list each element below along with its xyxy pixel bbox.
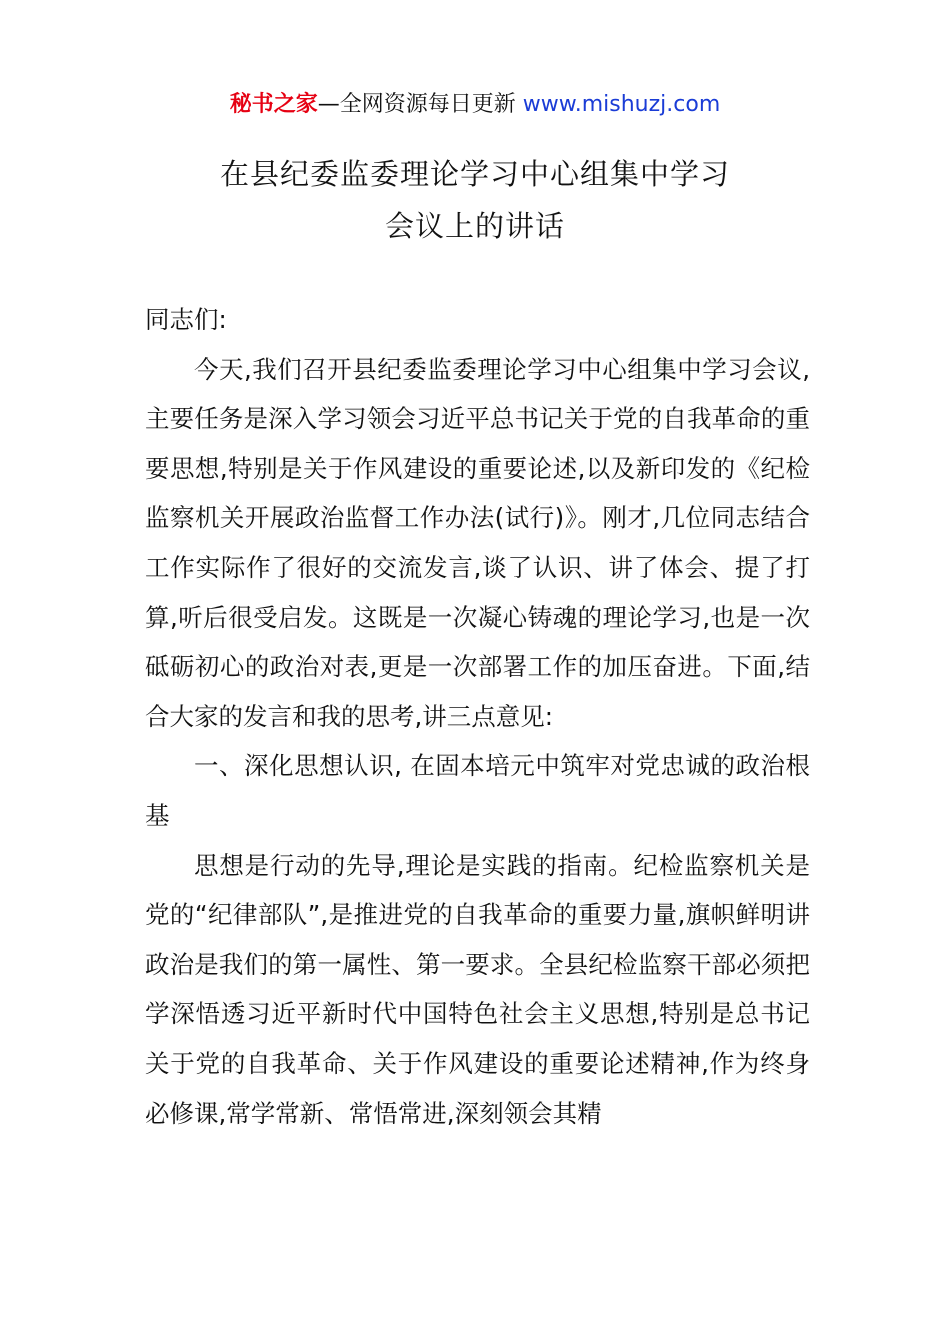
paragraph-intro: 今天,我们召开县纪委监委理论学习中心组集中学习会议,主要任务是深入学习领会习近平总书记关于党的自我革命的重要思想,特别是关于作风建设的重要论述,以及新印发的《纪检监察机关开展政治监督工作办法(试行)》。刚才,几位同志结合工作实际作了很好的交流发言,谈了认识、讲了体会、提了打算,听后很受启发。这既是一次凝心铸魂的理论学习,也是一次砥砺初心的政治对表,更是一次部署工作的加压奋进。下面,结合大家的发言和我的思考,讲三点意见: xyxy=(145,354,810,731)
document-body xyxy=(145,295,810,1138)
title-line-1: 在县纪委监委理论学习中心组集中学习 xyxy=(219,157,730,191)
section-heading-1: 一、深化思想认识, 在固本培元中筑牢对党忠诚的政治根基 xyxy=(145,751,810,830)
document-title xyxy=(0,148,950,252)
paragraph-section-1: 思想是行动的先导,理论是实践的指南。纪检监察机关是党的“纪律部队”,是推进党的自我革命的重要力量,旗帜鲜明讲政治是我们的第一属性、第一要求。全县纪检监察干部必须把学深悟透习近平新时代中国特色社会主义思想,特别是总书记关于党的自我革命、关于作风建设的重要论述精神,作为终身必修课,常学常新、常悟常进,深刻领会其精 xyxy=(145,850,810,1128)
site-slogan: —全网资源每日更新 xyxy=(317,92,523,117)
site-banner xyxy=(0,86,950,124)
site-name: 秘书之家 xyxy=(229,92,318,117)
site-url-link[interactable]: www.mishuzj.com xyxy=(522,92,721,117)
salutation: 同志们: xyxy=(145,305,227,334)
title-line-2: 会议上的讲话 xyxy=(384,209,565,243)
